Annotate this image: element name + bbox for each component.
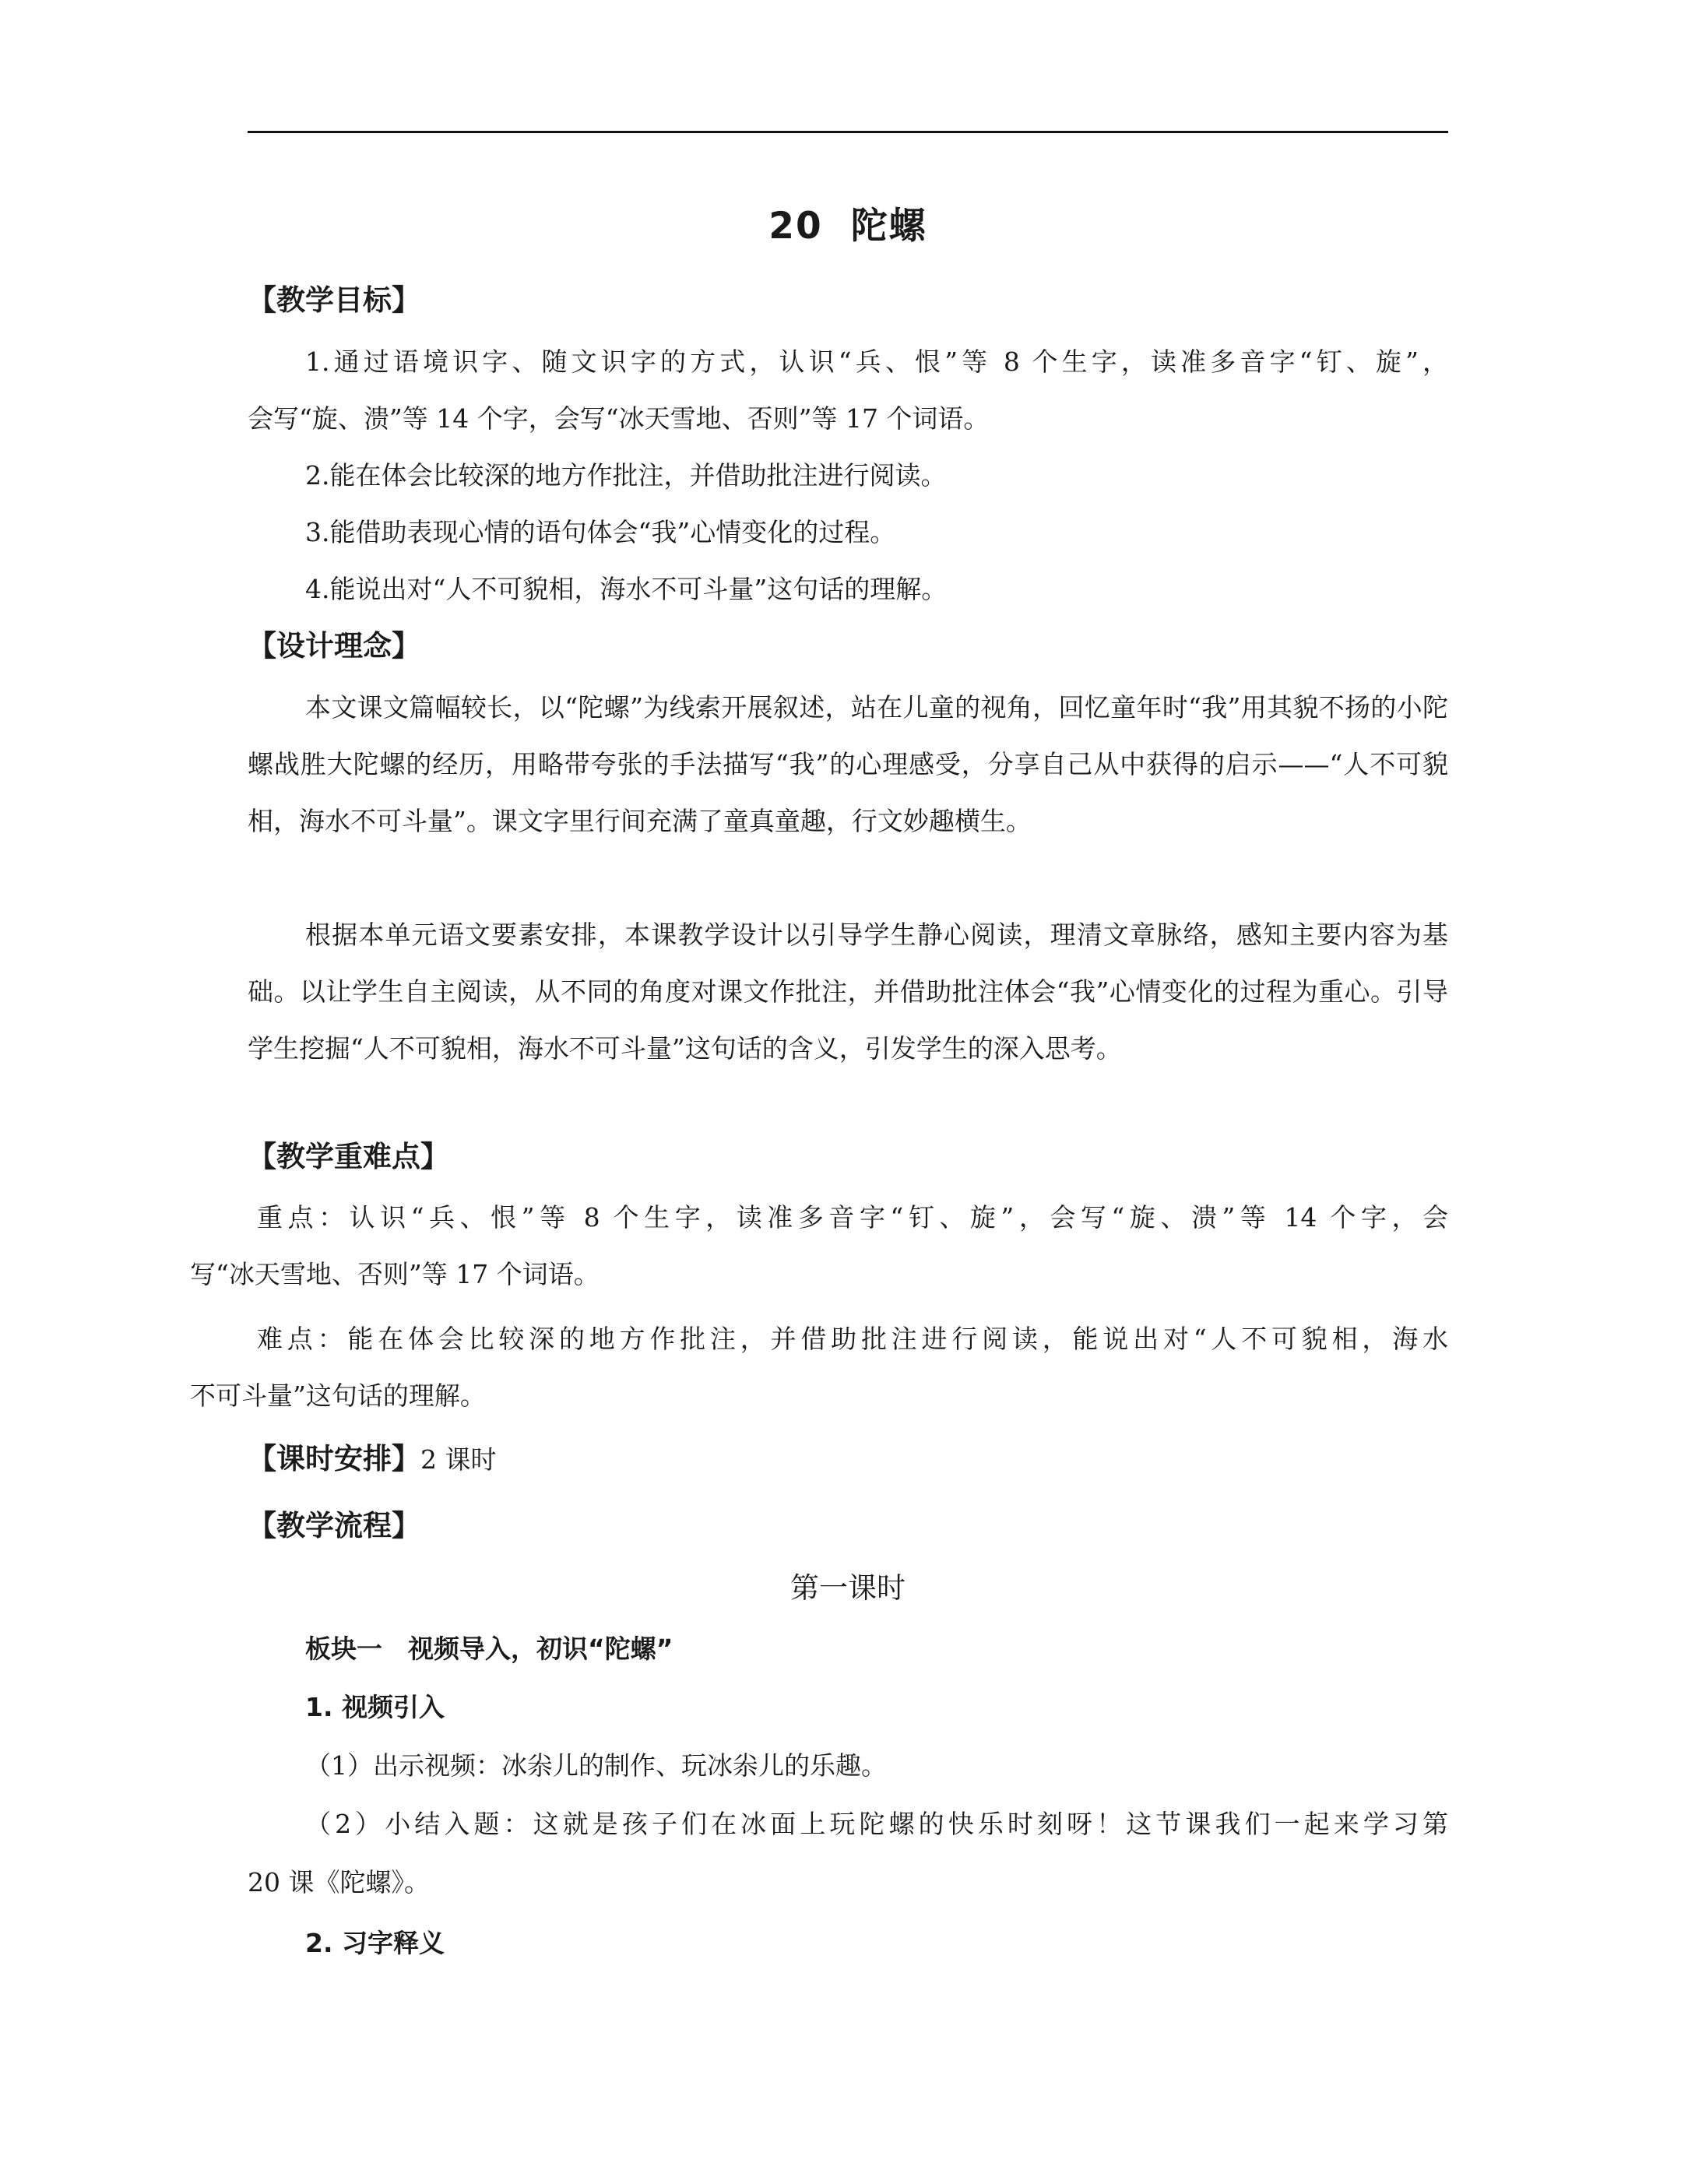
step-1-item-a: （1）出示视频：冰尜儿的制作、玩冰尜儿的乐趣。 [305, 1750, 887, 1781]
section-schedule [248, 1437, 497, 1482]
key-point-difficult-line-1: 难点：能在体会比较深的地方作批注，并借助批注进行阅读，能说出对“人不可貌相，海水 [257, 1324, 1448, 1354]
key-point-difficult-line-2: 不可斗量”这句话的理解。 [190, 1380, 486, 1411]
section-schedule-heading: 【课时安排】 [248, 1442, 420, 1475]
section-concept-heading: 【设计理念】 [248, 629, 420, 663]
concept-paragraph-2: 根据本单元语文要素安排，本课教学设计以引导学生静心阅读，理清文章脉络，感知主要内容为基础。以让学生自主阅读，从不同的角度对课文作批注，并借助批注体会“我”心情变化的过程为重心。引导学生挖掘“人不可貌相，海水不可斗量”这句话的含义，引发学生的深入思考。 [248, 920, 1448, 1064]
concept-paragraph-1: 本文课文篇幅较长，以“陀螺”为线索开展叙述，站在儿童的视角，回忆童年时“我”用其貌不扬的小陀螺战胜大陀螺的经历，用略带夸张的手法描写“我”的心理感受，分享自己从中获得的启示——“人不可貌相，海水不可斗量”。课文字里行间充满了童真童趣，行文妙趣横生。 [248, 692, 1448, 836]
step-1-item-b-line-2: 20 课《陀螺》。 [248, 1867, 430, 1897]
objective-4: 4.能说出对“人不可貌相，海水不可斗量”这句话的理解。 [305, 574, 948, 604]
page-title [248, 199, 1448, 254]
section-key-points-heading: 【教学重难点】 [248, 1140, 449, 1173]
objective-2: 2.能在体会比较深的地方作批注，并借助批注进行阅读。 [305, 460, 947, 491]
objective-3: 3.能借助表现心情的语句体会“我”心情变化的过程。 [305, 517, 896, 547]
objective-1-line-2: 会写“旋、溃”等 14 个字，会写“冰天雪地、否则”等 17 个词语。 [248, 403, 990, 434]
lesson-title: 陀螺 [850, 205, 927, 248]
step-1-title: 1. 视频引入 [305, 1692, 445, 1722]
lesson-number: 20 [768, 205, 823, 248]
key-point-important-line-1: 重点：认识“兵、恨”等 8 个生字，读准多音字“钉、旋”，会写“旋、溃”等 14 个字，会 [257, 1202, 1448, 1233]
block-1-title: 板块一 视频导入，初识“陀螺” [305, 1634, 673, 1664]
section-objectives-heading: 【教学目标】 [248, 283, 420, 317]
schedule-value: 2 课时 [420, 1444, 497, 1475]
step-2-title: 2. 习字释义 [305, 1928, 445, 1958]
objective-1-line-1: 1.通过语境识字、随文识字的方式，认识“兵、恨”等 8 个生字，读准多音字“钉、旋”， [305, 346, 1448, 377]
section-process-heading: 【教学流程】 [248, 1509, 420, 1542]
step-1-item-b-line-1: （2）小结入题：这就是孩子们在冰面上玩陀螺的快乐时刻呀！这节课我们一起来学习第 [305, 1809, 1448, 1839]
period-title: 第一课时 [790, 1571, 906, 1605]
header-rule [248, 131, 1448, 133]
key-point-important-line-2: 写“冰天雪地、否则”等 17 个词语。 [190, 1259, 600, 1289]
